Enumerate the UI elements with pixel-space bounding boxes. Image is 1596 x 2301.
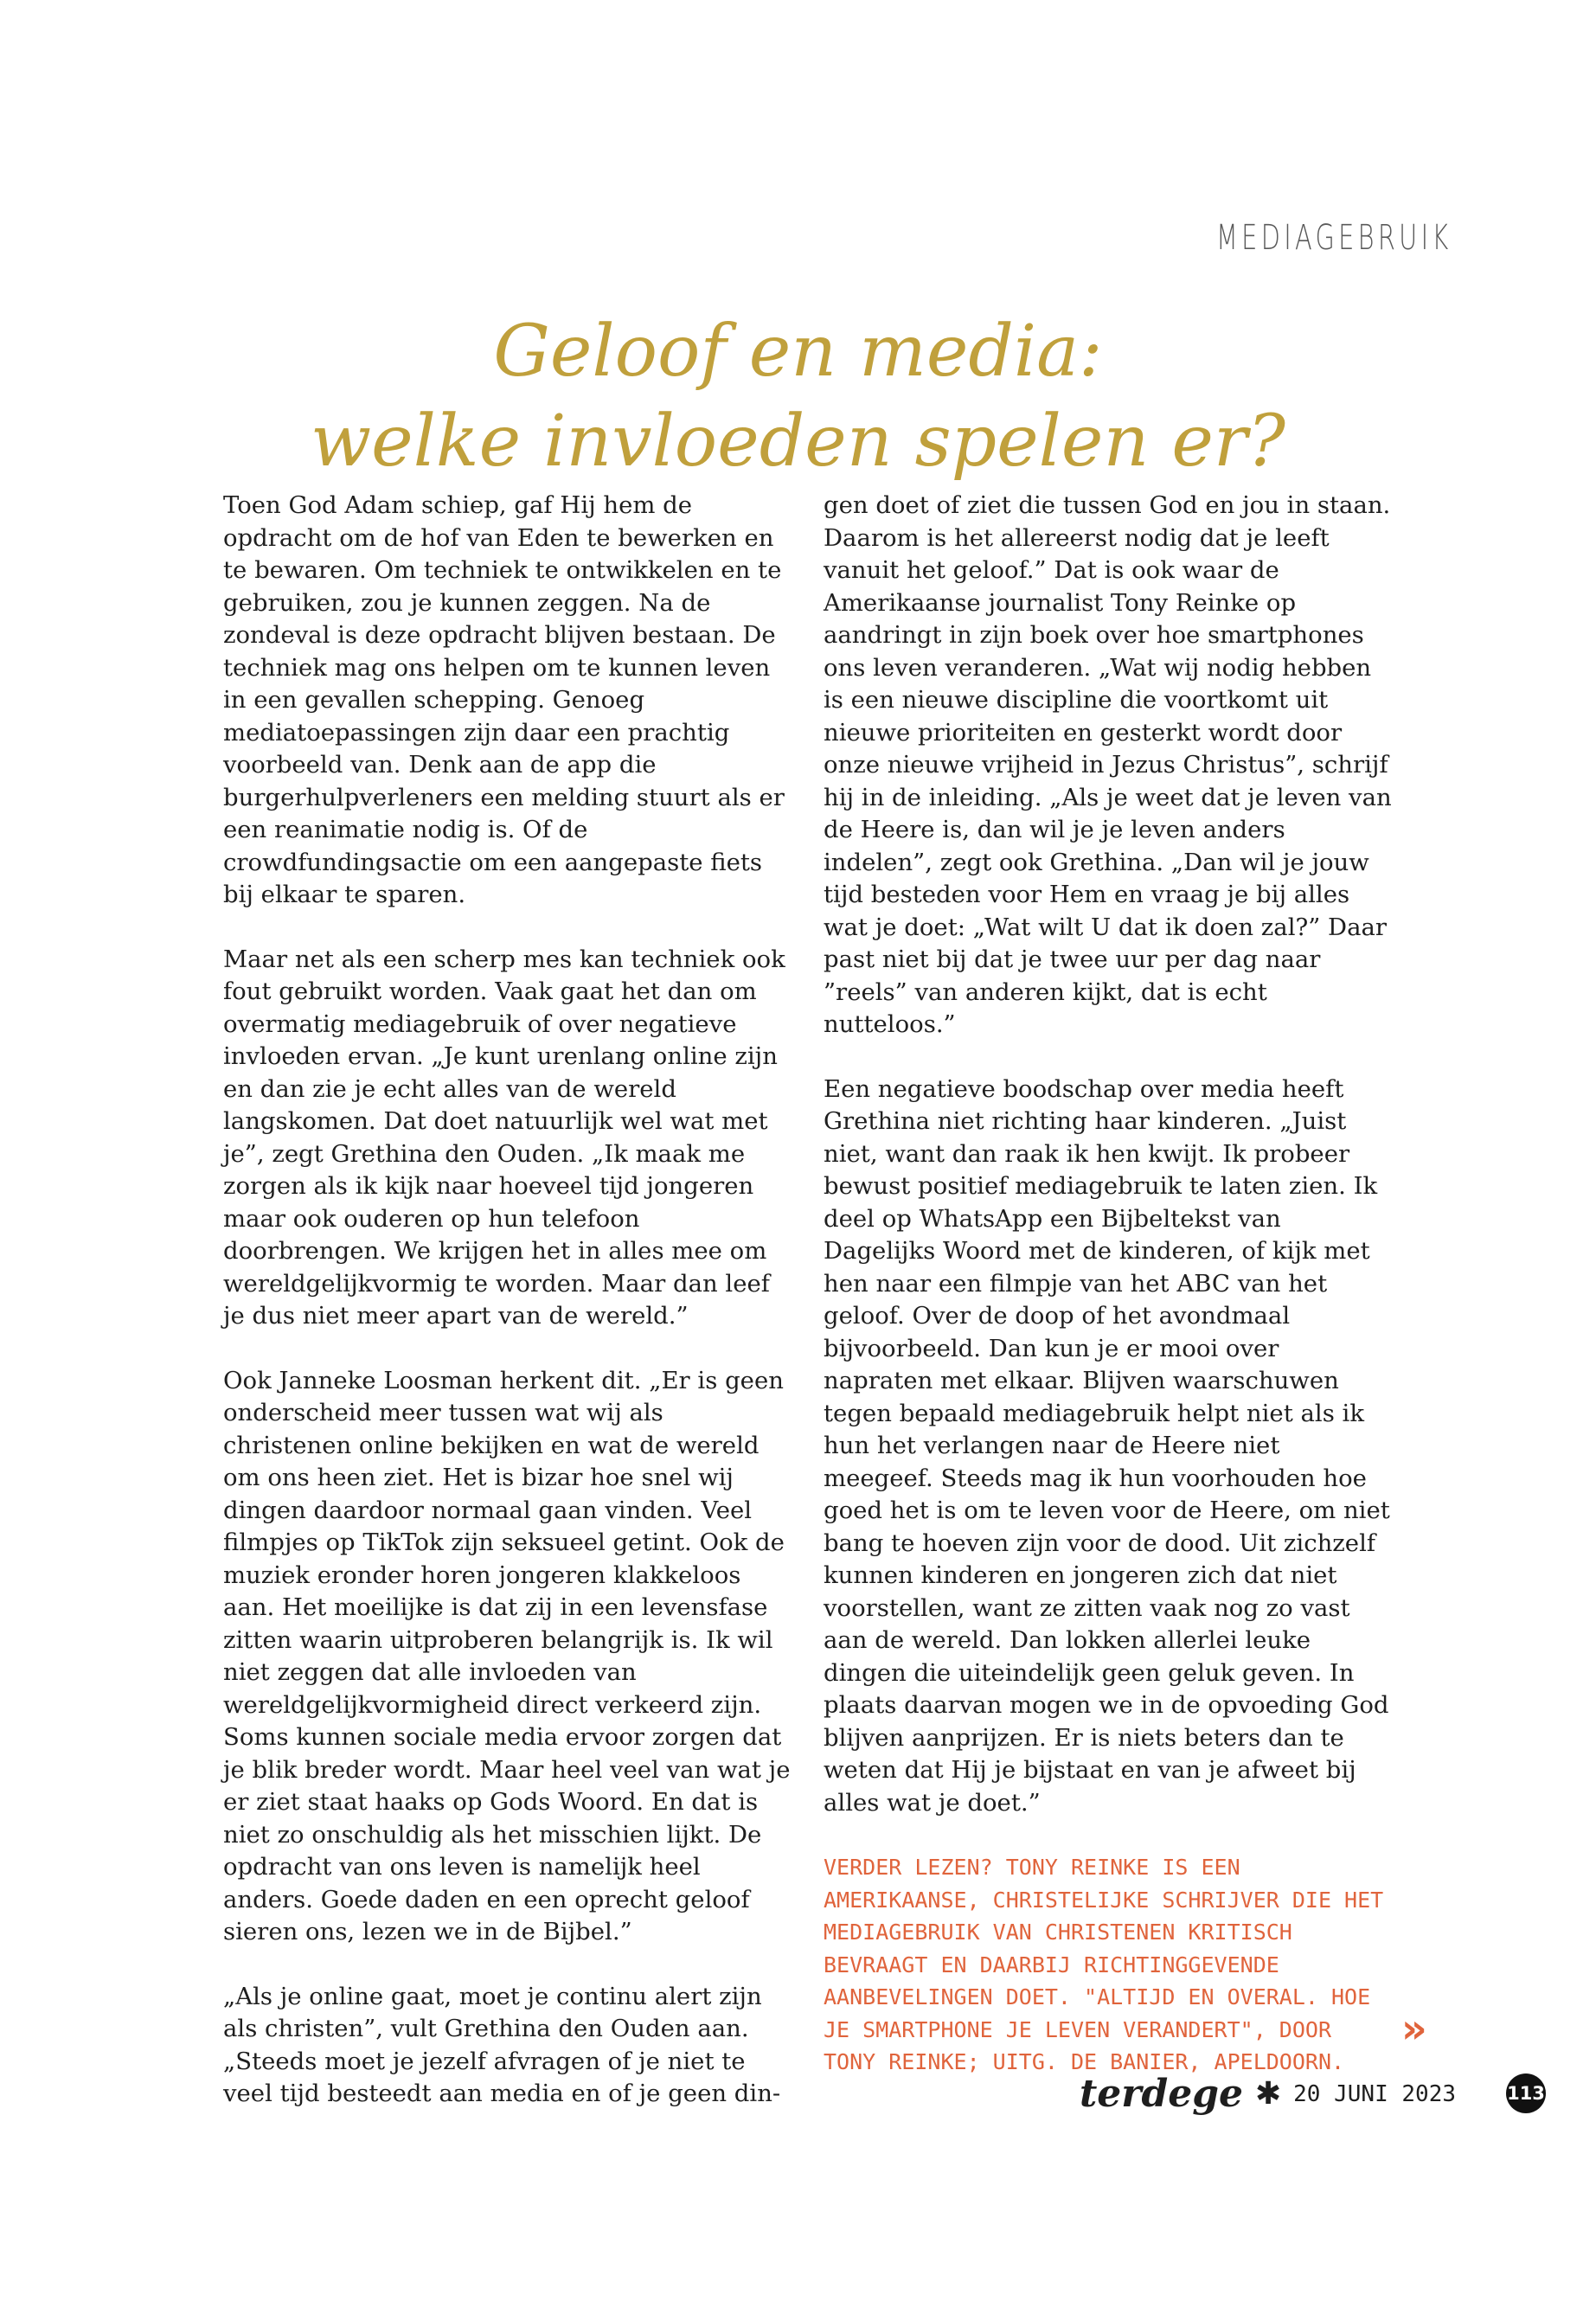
paragraph: Een negatieve boodschap over media heeft Grethina niet richting haar kinderen. „Juist niet, want dan raak ik hen kwijt. Ik probeer bewust positief mediagebruik te laten zien. Ik deel op WhatsApp een Bijbeltekst van Dagelijks Woord met de kinderen, of kijk met hen naar een filmpje van het ABC van het geloof. Over de doop of het avondmaal bijvoorbeeld. Dan kun je er mooi over napraten met elkaar. Blijven waarschuwen tegen bepaald mediagebruik helpt niet als ik hun het verlangen naar de Heere niet meegeef. Steeds mag ik hun voorhouden hoe goed het is om te leven voor de Heere, om niet bang te hoeven zijn voor de dood. Uit zichzelf kunnen kinderen en jongeren zich dat niet voorstellen, want ze zitten vaak nog zo vast aan de wereld. Dan lokken allerlei leuke dingen die uiteindelijk geen geluk geven. In plaats daarvan mogen we in de opvoeding God blijven aanprijzen. Er is niets beters dan te weten dat Hij je bijstaat en van je afweet bij alles wat je doet.”: [824, 1074, 1390, 1817]
paragraph: Maar net als een scherp mes kan techniek ook fout gebruikt worden. Vaak gaat het dan om overmatig mediagebruik of over negatieve invloeden ervan. „Je kunt urenlang online zijn en dan zie je echt alles van de wereld langskomen. Dat doet natuurlijk wel wat met je”, zegt Grethina den Ouden. „Ik maak me zorgen als ik kijk naar hoeveel tijd jongeren maar ook ouderen op hun telefoon doorbrengen. We krijgen het in alles mee om wereldgelijkvormig te worden. Maar dan leef je dus niet meer apart van de wereld.”: [223, 945, 785, 1330]
left-column: [223, 490, 794, 2143]
issue-date: 20 JUNI 2023: [1293, 2080, 1456, 2107]
paragraph: Toen God Adam schiep, gaf Hij hem de opdracht om de hof van Eden te bewerken en te bewaren. Om techniek te ontwikkelen en te gebruiken, zou je kunnen zeggen. Na de zondeval is deze opdracht blijven bestaan. De techniek mag ons helpen om te kunnen leven in een gevallen schepping. Genoeg mediatoepassingen zijn daar een prachtig voorbeeld van. Denk aan de app die burgerhulpverleners een melding stuurt als er een reanimatie nodig is. Of de crowdfundingsactie om een aangepaste fiets bij elkaar te sparen.: [223, 491, 785, 908]
page-number: 113: [1506, 2073, 1546, 2113]
paragraph: „Als je online gaat, moet je continu alert zijn als christen”, vult Grethina den Ouden aan. „Steeds moet je jezelf afvragen of je niet te veel tijd besteedt aan media en of je geen din-: [223, 1982, 781, 2107]
headline-line-2: welke invloeden spelen er?: [310, 401, 1286, 483]
continue-arrow-icon: »: [1401, 2005, 1427, 2052]
section-label: MEDIAGEBRUIK: [1216, 218, 1452, 258]
reading-tip: VERDER LEZEN? TONY REINKE IS EEN AMERIKAANSE, CHRISTELIJKE SCHRIJVER DIE HET MEDIAGEBRUIK VAN CHRISTENEN KRITISCH BEVRAAGT EN DAARBIJ RICHTINGGEVENDE AANBEVELINGEN DOET. "ALTIJD EN OVERAL. HOE JE SMARTPHONE JE LEVEN VERANDERT", DOOR TONY REINKE; UITG. DE BANIER, APELDOORN.: [824, 1855, 1384, 2074]
right-column: [824, 490, 1394, 2079]
paragraph: gen doet of ziet die tussen God en jou in staan. Daarom is het allereerst nodig dat je leeft vanuit het geloof.” Dat is ook waar de Amerikaanse journalist Tony Reinke op aandringt in zijn boek over hoe smartphones ons leven veranderen. „Wat wij nodig hebben is een nieuwe discipline die voortkomt uit nieuwe prioriteiten en gesterkt wordt door onze nieuwe vrijheid in Jezus Christus”, schrijf hij in de inleiding. „Als je weet dat je leven van de Heere is, dan wil je je leven anders indelen”, zegt ook Grethina. „Dan wil je jouw tijd besteden voor Hem en vraag je bij alles wat je doet: „Wat wilt U dat ik doen zal?” Daar past niet bij dat je twee uur per dag naar ”reels” van anderen kijkt, dat is echt nutteloos.”: [824, 491, 1392, 1038]
paragraph: Ook Janneke Loosman herkent dit. „Er is geen onderscheid meer tussen wat wij als christenen online bekijken en wat de wereld om ons heen ziet. Het is bizar hoe snel wij dingen daardoor normaal gaan vinden. Veel filmpjes op TikTok zijn seksueel getint. Ook de muziek eronder horen jongeren klakkeloos aan. Het moeilijke is dat zij in een levensfase zitten waarin uitproberen belangrijk is. Ik wil niet zeggen dat alle invloeden van wereldgelijkvormigheid direct verkeerd zijn. Soms kunnen sociale media ervoor zorgen dat je blik breder wordt. Maar heel veel van wat je er ziet staat haaks op Gods Woord. En dat is niet zo onschuldig als het misschien lijkt. De opdracht van ons leven is namelijk heel anders. Goede daden en een oprecht geloof sieren ons, lezen we in de Bijbel.”: [223, 1366, 791, 1945]
magazine-logo: terdege: [1079, 2072, 1243, 2116]
asterisk-icon: ✱: [1254, 2076, 1282, 2112]
headline: [0, 307, 1596, 487]
headline-line-1: Geloof en media:: [493, 311, 1103, 393]
footer: [1080, 2072, 1456, 2116]
